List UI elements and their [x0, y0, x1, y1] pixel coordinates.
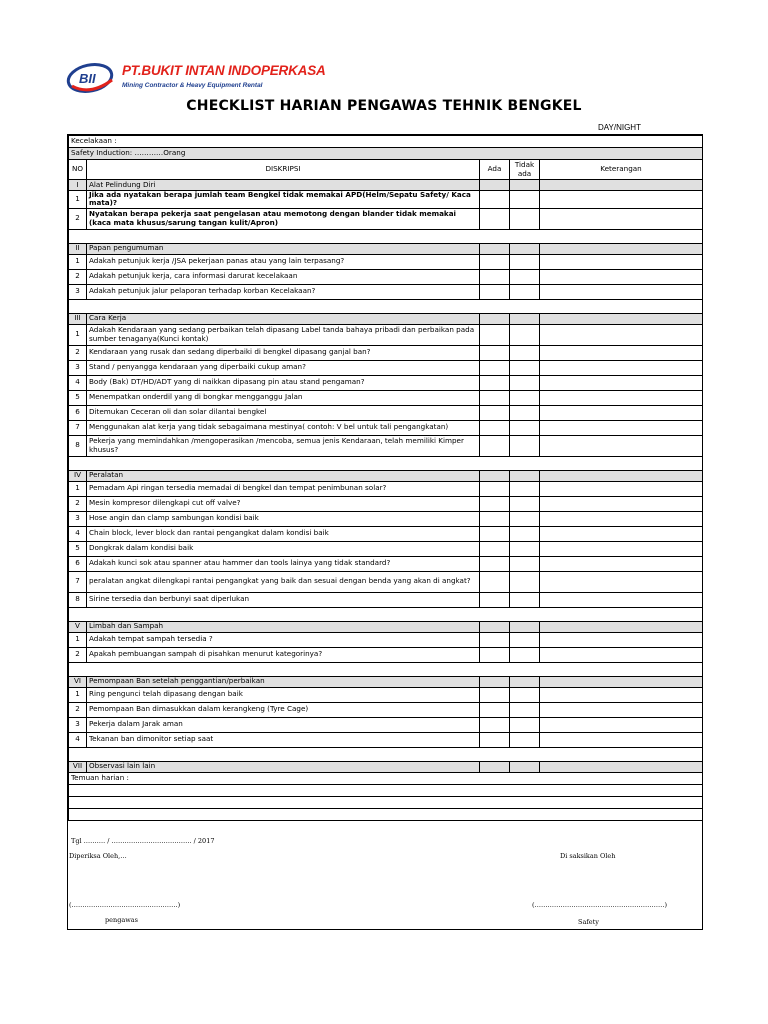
- tidak-ada-checkbox-cell[interactable]: [510, 420, 540, 435]
- tidak-ada-checkbox-cell[interactable]: [510, 687, 540, 702]
- item-number: 3: [69, 360, 87, 375]
- spacer-row: [69, 456, 703, 470]
- checklist-sheet: [67, 134, 703, 930]
- keterangan-input-cell[interactable]: [540, 526, 703, 541]
- item-number: 1: [69, 254, 87, 269]
- ada-checkbox-cell[interactable]: [480, 191, 510, 209]
- keterangan-input-cell[interactable]: [540, 324, 703, 345]
- keterangan-input-cell[interactable]: [540, 511, 703, 526]
- ada-checkbox-cell[interactable]: [480, 717, 510, 732]
- page-title: CHECKLIST HARIAN PENGAWAS TEHNIK BENGKEL: [186, 98, 582, 114]
- spacer-row: [69, 747, 703, 761]
- item-number: 1: [69, 687, 87, 702]
- keterangan-input-cell[interactable]: [540, 592, 703, 607]
- temuan-blank-row: [69, 808, 703, 820]
- section-header-row: [69, 243, 703, 254]
- section-header-row: [69, 621, 703, 632]
- checklist-item-row: [69, 526, 703, 541]
- tidak-ada-checkbox-cell[interactable]: [510, 435, 540, 456]
- ada-checkbox-cell[interactable]: [480, 254, 510, 269]
- section-title: Cara Kerja: [87, 313, 480, 324]
- checklist-item-row: [69, 556, 703, 571]
- item-description: Jika ada nyatakan berapa jumlah team Bengkel tidak memakai APD(Helm/Sepatu Safety/ Kaca mata)?: [87, 191, 480, 209]
- checklist-table: [68, 135, 703, 821]
- info-row-safety-induction: [69, 148, 703, 160]
- section-number: II: [69, 243, 87, 254]
- safety-induction-label: Safety Induction: …………Orang: [69, 148, 703, 160]
- checklist-item-row: [69, 269, 703, 284]
- item-description: Pekerja dalam Jarak aman: [87, 717, 480, 732]
- ada-checkbox-cell[interactable]: [480, 420, 510, 435]
- checklist-item-row: [69, 208, 703, 229]
- keterangan-input-cell[interactable]: [540, 556, 703, 571]
- checklist-item-row: [69, 390, 703, 405]
- section-tidak-cell: [510, 180, 540, 191]
- ada-checkbox-cell[interactable]: [480, 481, 510, 496]
- tidak-ada-checkbox-cell[interactable]: [510, 632, 540, 647]
- section-tidak-cell: [510, 470, 540, 481]
- item-number: 3: [69, 717, 87, 732]
- item-number: 6: [69, 405, 87, 420]
- ada-checkbox-cell[interactable]: [480, 284, 510, 299]
- section-number: VI: [69, 676, 87, 687]
- tidak-ada-checkbox-cell[interactable]: [510, 375, 540, 390]
- item-description: Apakah pembuangan sampah di pisahkan menurut kategorinya?: [87, 647, 480, 662]
- section-number: III: [69, 313, 87, 324]
- tidak-ada-checkbox-cell[interactable]: [510, 345, 540, 360]
- checklist-item-row: [69, 284, 703, 299]
- col-header-keterangan: Keterangan: [540, 160, 703, 180]
- tidak-ada-checkbox-cell[interactable]: [510, 269, 540, 284]
- section-header-row: [69, 676, 703, 687]
- company-logo: [66, 60, 326, 100]
- keterangan-input-cell[interactable]: [540, 481, 703, 496]
- keterangan-input-cell[interactable]: [540, 647, 703, 662]
- checklist-item-row: [69, 702, 703, 717]
- role-safety: Safety: [578, 917, 599, 926]
- item-number: 2: [69, 345, 87, 360]
- keterangan-input-cell[interactable]: [540, 254, 703, 269]
- item-description: Ditemukan Ceceran oli dan solar dilantai bengkel: [87, 405, 480, 420]
- tidak-ada-checkbox-cell[interactable]: [510, 571, 540, 592]
- temuan-label: Temuan harian :: [69, 772, 703, 784]
- checklist-item-row: [69, 632, 703, 647]
- temuan-input-line[interactable]: [69, 784, 703, 796]
- section-ada-cell: [480, 470, 510, 481]
- section-number: I: [69, 180, 87, 191]
- checklist-item-row: [69, 405, 703, 420]
- info-row-kecelakaan: [69, 136, 703, 148]
- col-header-diskripsi: DISKRIPSI: [87, 160, 480, 180]
- item-description: Pemompaan Ban dimasukkan dalam kerangkeng (Tyre Cage): [87, 702, 480, 717]
- logo-monogram: BII: [79, 71, 96, 86]
- keterangan-input-cell[interactable]: [540, 284, 703, 299]
- keterangan-input-cell[interactable]: [540, 269, 703, 284]
- tidak-ada-checkbox-cell[interactable]: [510, 511, 540, 526]
- ada-checkbox-cell[interactable]: [480, 496, 510, 511]
- tidak-ada-checkbox-cell[interactable]: [510, 481, 540, 496]
- item-description: Pemadam Api ringan tersedia memadai di bengkel dan tempat penimbunan solar?: [87, 481, 480, 496]
- ada-checkbox-cell[interactable]: [480, 702, 510, 717]
- ada-checkbox-cell[interactable]: [480, 345, 510, 360]
- item-number: 1: [69, 481, 87, 496]
- tidak-ada-checkbox-cell[interactable]: [510, 191, 540, 209]
- col-header-ada: Ada: [480, 160, 510, 180]
- section-ada-cell: [480, 621, 510, 632]
- spacer-row: [69, 607, 703, 621]
- item-description: Menggunakan alat kerja yang tidak sebagaimana mestinya( contoh: V bel untuk tali pengangkatan): [87, 420, 480, 435]
- keterangan-input-cell[interactable]: [540, 702, 703, 717]
- checklist-item-row: [69, 511, 703, 526]
- tidak-ada-checkbox-cell[interactable]: [510, 284, 540, 299]
- item-number: 4: [69, 732, 87, 747]
- section-ada-cell: [480, 761, 510, 772]
- section-keterangan-cell: [540, 761, 703, 772]
- tidak-ada-checkbox-cell[interactable]: [510, 647, 540, 662]
- ada-checkbox-cell[interactable]: [480, 390, 510, 405]
- spacer-row: [69, 229, 703, 243]
- item-number: 2: [69, 269, 87, 284]
- checklist-item-row: [69, 254, 703, 269]
- temuan-input-line[interactable]: [69, 808, 703, 820]
- ada-checkbox-cell[interactable]: [480, 687, 510, 702]
- keterangan-input-cell[interactable]: [540, 687, 703, 702]
- keterangan-input-cell[interactable]: [540, 571, 703, 592]
- col-header-tidak-ada: Tidak ada: [510, 160, 540, 180]
- item-description: Body (Bak) DT/HD/ADT yang di naikkan dipasang pin atau stand pengaman?: [87, 375, 480, 390]
- tidak-ada-checkbox-cell[interactable]: [510, 390, 540, 405]
- item-description: Adakah tempat sampah tersedia ?: [87, 632, 480, 647]
- item-description: Tekanan ban dimonitor setiap saat: [87, 732, 480, 747]
- section-ada-cell: [480, 243, 510, 254]
- checklist-item-row: [69, 345, 703, 360]
- ada-checkbox-cell[interactable]: [480, 647, 510, 662]
- tidak-ada-checkbox-cell[interactable]: [510, 360, 540, 375]
- tidak-ada-checkbox-cell[interactable]: [510, 556, 540, 571]
- keterangan-input-cell[interactable]: [540, 632, 703, 647]
- item-description: Sirine tersedia dan berbunyi saat diperlukan: [87, 592, 480, 607]
- item-number: 4: [69, 526, 87, 541]
- witnessed-by-label: Di saksikan Oleh: [560, 851, 616, 860]
- keterangan-input-cell[interactable]: [540, 435, 703, 456]
- spacer-cell: [69, 456, 703, 470]
- section-title: Observasi lain lain: [87, 761, 480, 772]
- section-title: Pemompaan Ban setelah penggantian/perbaikan: [87, 676, 480, 687]
- item-description: Ring pengunci telah dipasang dengan baik: [87, 687, 480, 702]
- ada-checkbox-cell[interactable]: [480, 541, 510, 556]
- checklist-item-row: [69, 732, 703, 747]
- keterangan-input-cell[interactable]: [540, 375, 703, 390]
- section-header-row: [69, 470, 703, 481]
- ada-checkbox-cell[interactable]: [480, 571, 510, 592]
- section-ada-cell: [480, 676, 510, 687]
- checklist-item-row: [69, 592, 703, 607]
- keterangan-input-cell[interactable]: [540, 191, 703, 209]
- keterangan-input-cell[interactable]: [540, 345, 703, 360]
- section-title: Peralatan: [87, 470, 480, 481]
- item-number: 1: [69, 191, 87, 209]
- section-number: V: [69, 621, 87, 632]
- item-number: 4: [69, 375, 87, 390]
- keterangan-input-cell[interactable]: [540, 390, 703, 405]
- keterangan-input-cell[interactable]: [540, 420, 703, 435]
- tidak-ada-checkbox-cell[interactable]: [510, 592, 540, 607]
- checklist-item-row: [69, 360, 703, 375]
- section-number: IV: [69, 470, 87, 481]
- ada-checkbox-cell[interactable]: [480, 208, 510, 229]
- spacer-cell: [69, 607, 703, 621]
- ada-checkbox-cell[interactable]: [480, 360, 510, 375]
- item-description: Hose angin dan clamp sambungan kondisi baik: [87, 511, 480, 526]
- item-description: Nyatakan berapa pekerja saat pengelasan atau memotong dengan blander tidak memakai (kaca mata khusus/sarung tangan kulit/Apron): [87, 208, 480, 229]
- checked-by-label: Diperiksa Oleh,…: [69, 851, 127, 860]
- section-title: Limbah dan Sampah: [87, 621, 480, 632]
- col-header-no: NO: [69, 160, 87, 180]
- ada-checkbox-cell[interactable]: [480, 632, 510, 647]
- checklist-item-row: [69, 375, 703, 390]
- kecelakaan-label: Kecelakaan :: [69, 136, 703, 148]
- section-tidak-cell: [510, 313, 540, 324]
- section-tidak-cell: [510, 243, 540, 254]
- signature-left: (………………………………………….): [69, 900, 181, 909]
- tidak-ada-checkbox-cell[interactable]: [510, 254, 540, 269]
- temuan-row: [69, 772, 703, 784]
- tidak-ada-checkbox-cell[interactable]: [510, 526, 540, 541]
- section-ada-cell: [480, 313, 510, 324]
- company-tagline: Mining Contractor & Heavy Equipment Rental: [122, 82, 263, 89]
- ada-checkbox-cell[interactable]: [480, 592, 510, 607]
- section-header-row: [69, 761, 703, 772]
- item-number: 5: [69, 541, 87, 556]
- item-number: 8: [69, 592, 87, 607]
- temuan-blank-row: [69, 784, 703, 796]
- checklist-item-row: [69, 324, 703, 345]
- section-tidak-cell: [510, 621, 540, 632]
- item-description: Dongkrak dalam kondisi baik: [87, 541, 480, 556]
- item-description: Kendaraan yang rusak dan sedang diperbaiki di bengkel dipasang ganjal ban?: [87, 345, 480, 360]
- spacer-cell: [69, 662, 703, 676]
- spacer-row: [69, 299, 703, 313]
- section-keterangan-cell: [540, 470, 703, 481]
- ada-checkbox-cell[interactable]: [480, 375, 510, 390]
- date-line: Tgl ………. / ………………………………. / 2017: [71, 836, 215, 845]
- tidak-ada-checkbox-cell[interactable]: [510, 496, 540, 511]
- temuan-input-line[interactable]: [69, 796, 703, 808]
- keterangan-input-cell[interactable]: [540, 496, 703, 511]
- section-keterangan-cell: [540, 676, 703, 687]
- ada-checkbox-cell[interactable]: [480, 269, 510, 284]
- section-keterangan-cell: [540, 313, 703, 324]
- item-number: 7: [69, 420, 87, 435]
- section-keterangan-cell: [540, 180, 703, 191]
- section-header-row: [69, 180, 703, 191]
- checklist-item-row: [69, 435, 703, 456]
- section-keterangan-cell: [540, 243, 703, 254]
- item-number: 1: [69, 324, 87, 345]
- ada-checkbox-cell[interactable]: [480, 732, 510, 747]
- section-header-row: [69, 313, 703, 324]
- tidak-ada-checkbox-cell[interactable]: [510, 324, 540, 345]
- section-number: VII: [69, 761, 87, 772]
- item-description: Adakah kunci sok atau spanner atau hammer dan tools lainya yang tidak standard?: [87, 556, 480, 571]
- item-number: 1: [69, 632, 87, 647]
- item-description: Adakah Kendaraan yang sedang perbaikan telah dipasang Label tanda bahaya pribadi dan perbaikan pada sumber tenaganya(Kunci kontak): [87, 324, 480, 345]
- tidak-ada-checkbox-cell[interactable]: [510, 732, 540, 747]
- checklist-item-row: [69, 191, 703, 209]
- item-description: Mesin kompresor dilengkapi cut off valve?: [87, 496, 480, 511]
- ada-checkbox-cell[interactable]: [480, 556, 510, 571]
- keterangan-input-cell[interactable]: [540, 405, 703, 420]
- spacer-cell: [69, 299, 703, 313]
- ada-checkbox-cell[interactable]: [480, 324, 510, 345]
- item-number: 2: [69, 702, 87, 717]
- checklist-item-row: [69, 717, 703, 732]
- section-title: Alat Pelindung Diri: [87, 180, 480, 191]
- item-description: Adakah petunjuk kerja /JSA pekerjaan panas atau yang lain terpasang?: [87, 254, 480, 269]
- keterangan-input-cell[interactable]: [540, 208, 703, 229]
- tidak-ada-checkbox-cell[interactable]: [510, 717, 540, 732]
- keterangan-input-cell[interactable]: [540, 732, 703, 747]
- column-header-row: [69, 160, 703, 180]
- item-description: Pekerja yang memindahkan /mengoperasikan /mencoba, semua jenis Kendaraan, telah memiliki Kimper khusus?: [87, 435, 480, 456]
- checklist-item-row: [69, 571, 703, 592]
- item-number: 3: [69, 511, 87, 526]
- role-supervisor: pengawas: [105, 915, 139, 924]
- item-number: 2: [69, 496, 87, 511]
- item-number: 2: [69, 208, 87, 229]
- keterangan-input-cell[interactable]: [540, 717, 703, 732]
- company-name: PT.BUKIT INTAN INDOPERKASA: [122, 63, 326, 78]
- checklist-item-row: [69, 541, 703, 556]
- ada-checkbox-cell[interactable]: [480, 435, 510, 456]
- signature-footer: [68, 821, 702, 930]
- checklist-item-row: [69, 481, 703, 496]
- tidak-ada-checkbox-cell[interactable]: [510, 405, 540, 420]
- item-number: 8: [69, 435, 87, 456]
- section-tidak-cell: [510, 676, 540, 687]
- signature-right: (……………………………………………………): [532, 900, 668, 909]
- company-logo-icon: [66, 60, 126, 96]
- spacer-row: [69, 662, 703, 676]
- spacer-cell: [69, 747, 703, 761]
- ada-checkbox-cell[interactable]: [480, 511, 510, 526]
- ada-checkbox-cell[interactable]: [480, 405, 510, 420]
- section-tidak-cell: [510, 761, 540, 772]
- temuan-blank-row: [69, 796, 703, 808]
- item-description: Adakah petunjuk kerja, cara informasi darurat kecelakaan: [87, 269, 480, 284]
- spacer-cell: [69, 229, 703, 243]
- tidak-ada-checkbox-cell[interactable]: [510, 702, 540, 717]
- checklist-item-row: [69, 420, 703, 435]
- ada-checkbox-cell[interactable]: [480, 526, 510, 541]
- tidak-ada-checkbox-cell[interactable]: [510, 541, 540, 556]
- day-night-label: DAY/NIGHT: [598, 123, 641, 132]
- keterangan-input-cell[interactable]: [540, 360, 703, 375]
- item-description: Adakah petunjuk jalur pelaporan terhadap korban Kecelakaan?: [87, 284, 480, 299]
- tidak-ada-checkbox-cell[interactable]: [510, 208, 540, 229]
- item-number: 6: [69, 556, 87, 571]
- item-number: 2: [69, 647, 87, 662]
- checklist-item-row: [69, 687, 703, 702]
- keterangan-input-cell[interactable]: [540, 541, 703, 556]
- item-description: Chain block, lever block dan rantai pengangkat dalam kondisi baik: [87, 526, 480, 541]
- item-number: 7: [69, 571, 87, 592]
- section-ada-cell: [480, 180, 510, 191]
- checklist-item-row: [69, 496, 703, 511]
- item-description: Stand / penyangga kendaraan yang diperbaiki cukup aman?: [87, 360, 480, 375]
- item-description: Menempatkan onderdil yang di bongkar mengganggu Jalan: [87, 390, 480, 405]
- section-title: Papan pengumuman: [87, 243, 480, 254]
- checklist-item-row: [69, 647, 703, 662]
- item-number: 3: [69, 284, 87, 299]
- section-keterangan-cell: [540, 621, 703, 632]
- item-description: peralatan angkat dilengkapi rantai pengangkat yang baik dan sesuai dengan benda yang akan di angkat?: [87, 571, 480, 592]
- item-number: 5: [69, 390, 87, 405]
